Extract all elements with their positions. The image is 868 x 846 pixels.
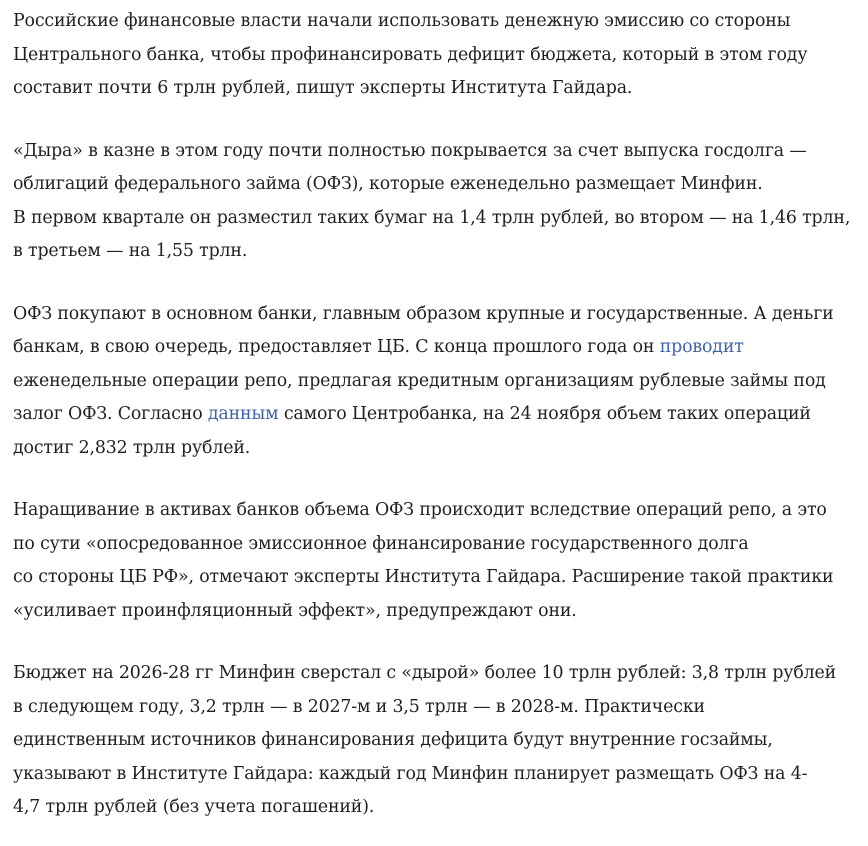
text-line: указывают в Институте Гайдара: каждый год Минфин планирует размещать ОФЗ на 4- <box>13 763 808 784</box>
text-line: со стороны ЦБ РФ», отмечают эксперты Института Гайдара. Расширение такой практики <box>13 567 834 587</box>
text-line: Российские финансовые власти начали использовать денежную эмиссию со стороны <box>13 11 791 31</box>
text-line-with-link <box>13 398 868 432</box>
dannym-link[interactable]: данным <box>207 404 279 424</box>
text-segment: залог ОФЗ. Согласно <box>13 404 208 424</box>
text-line: Бюджет на 2026-28 гг Минфин сверстал с «дырой» более 10 трлн рублей: 3,8 трлн рублей <box>13 663 837 683</box>
paragraph-5 <box>13 657 868 825</box>
provodit-link[interactable]: проводит <box>659 337 744 357</box>
text-line: составит почти 6 трлн рублей, пишут эксперты Института Гайдара. <box>13 78 633 98</box>
text-line: облигаций федерального займа (ОФЗ), которые еженедельно размещает Минфин. <box>13 174 763 194</box>
text-line: 4,7 трлн рублей (без учета погашений). <box>13 797 375 817</box>
text-line-with-link <box>13 331 868 365</box>
paragraph-3 <box>13 298 868 466</box>
text-line: ОФЗ покупают в основном банки, главным образом крупные и государственные. А деньги <box>13 303 834 324</box>
text-line: достиг 2,832 трлн рублей. <box>13 437 251 458</box>
text-line: в третьем — на 1,55 трлн. <box>13 241 248 261</box>
text-line: единственным источников финансирования дефицита будут внутренние госзаймы, <box>13 730 773 750</box>
text-line: Центрального банка, чтобы профинансировать дефицит бюджета, который в этом году <box>13 44 808 65</box>
paragraph-1 <box>13 5 868 106</box>
text-line: «усиливает проинфляционный эффект», предупреждают они. <box>13 600 577 621</box>
text-line: В первом квартале он разместил таких бумаг на 1,4 трлн рублей, во втором — на 1,46 трлн, <box>13 207 851 228</box>
text-segment: банкам, в свою очередь, предоставляет ЦБ. С конца прошлого года он <box>13 337 660 357</box>
paragraph-4 <box>13 494 868 628</box>
text-line: по сути «опосредованное эмиссионное финансирование государственного долга <box>13 533 749 554</box>
text-line: «Дыра» в казне в этом году почти полностью покрывается за счет выпуска госдолга — <box>13 140 807 161</box>
paragraph-2 <box>13 135 868 269</box>
text-line: в следующем году, 3,2 трлн — в 2027-м и 3,5 трлн — в 2028-м. Практически <box>13 696 705 717</box>
text-line: Наращивание в активах банков объема ОФЗ происходит вследствие операций репо, а это <box>13 500 827 520</box>
text-line: еженедельные операции репо, предлагая кредитным организациям рублевые займы под <box>13 370 826 391</box>
text-segment: самого Центробанка, на 24 ноября объем таких операций <box>278 404 811 424</box>
